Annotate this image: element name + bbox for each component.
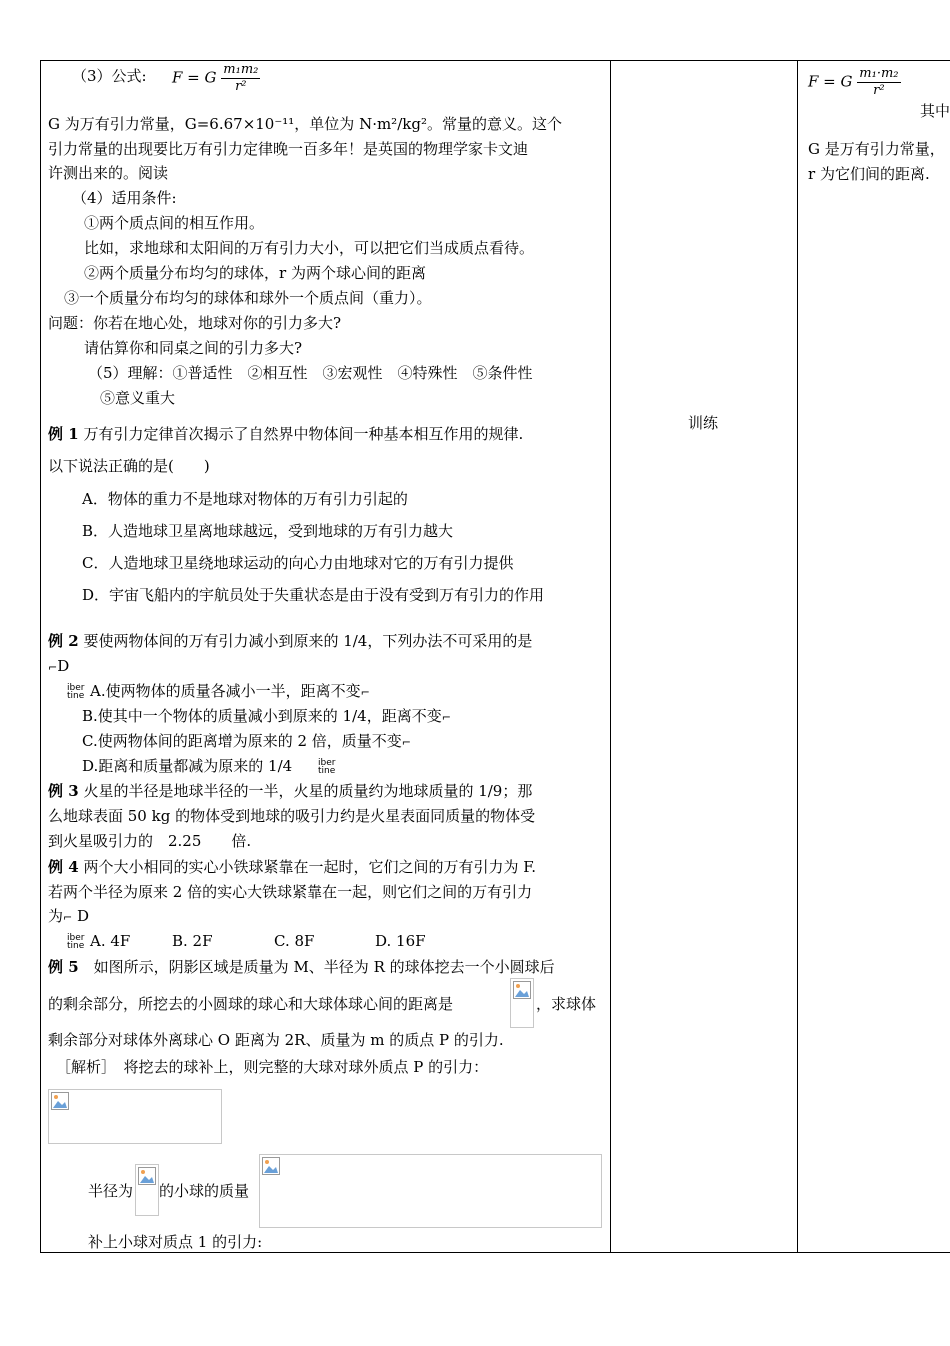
example-2-option-b: B.使其中一个物体的质量减小到原来的 1/4，距离不变⌐: [82, 707, 451, 725]
example-3-label: 例 3: [48, 782, 79, 800]
example-1-option-b: B．人造地球卫星离地球越远，受到地球的万有引力越大: [82, 522, 454, 540]
example-2-answer: D: [57, 657, 70, 675]
example-1-option-c: C．人造地球卫星绕地球运动的向心力由地球对它的万有引力提供: [82, 554, 514, 572]
example-4-option-a: A. 4F: [90, 932, 131, 950]
condition-3: ③一个质量分布均匀的球体和球外一个质点间（重力）。: [64, 289, 432, 307]
condition-2: ②两个质量分布均匀的球体，r 为两个球心间的距离: [84, 264, 426, 282]
example-5-line-3: 剩余部分对球体外离球心 O 距离为 2R、质量为 m 的质点 P 的引力.: [48, 1031, 504, 1049]
example-1-option-a: A．物体的重力不是地球对物体的万有引力引起的: [82, 490, 408, 508]
field-mark: iber tine: [67, 933, 85, 951]
g-constant-line-1: G 为万有引力常量，G=6.67×10⁻¹¹，单位为 N·m²/kg²。常量的意义。这个: [48, 115, 562, 133]
condition-1: ①两个质点间的相互作用。: [84, 214, 265, 232]
formula-fraction: [221, 62, 260, 95]
broken-image-icon: [138, 1167, 156, 1185]
understanding-line-2: ⑤意义重大: [100, 389, 176, 407]
condition-1-example: 比如，求地球和太阳间的万有引力大小，可以把它们当成质点看待。: [84, 239, 535, 257]
mass-image-placeholder: [259, 1154, 602, 1228]
radius-text-a: 半径为: [88, 1182, 134, 1200]
example-5-line-2a: 的剩余部分，所挖去的小圆球的球心和大球体球心间的距离是: [48, 995, 454, 1013]
right-line-1: G 是万有引力常量，: [808, 140, 945, 158]
example-2-answer-line: ⌐D: [48, 657, 70, 675]
field-mark: iber tine: [318, 758, 336, 776]
analysis-line: ［解析］ 将挖去的球补上，则完整的大球对球外质点 P 的引力：: [56, 1058, 489, 1076]
right-formula: F = G $\frac{\text{m₁·m₂}}{\text{r²}}$: [808, 66, 899, 98]
example-2-option-c: C.使两物体间的距离增为原来的 2 倍，质量不变⌐: [82, 732, 412, 750]
broken-image-icon: [51, 1092, 69, 1110]
conditions-heading: （4）适用条件:: [72, 189, 177, 207]
g-constant-line-2: 引力常量的出现要比万有引力定律晚一百多年！是英国的物理学家卡文迪: [48, 140, 529, 158]
formula-heading: （3）公式:: [72, 67, 147, 85]
example-1-line-2: 以下说法正确的是( ): [48, 457, 210, 475]
distance-image-placeholder: [510, 978, 534, 1028]
example-5-line-1: 例 5 如图所示，阴影区域是质量为 M、半径为 R 的球体挖去一个小圆球后: [48, 958, 555, 976]
radius-text-b: 的小球的质量: [159, 1182, 250, 1200]
right-suffix: 其中: [920, 102, 950, 120]
example-4-answer: D: [77, 907, 90, 925]
question-2: 请估算你和同桌之间的引力多大?: [84, 339, 303, 357]
right-formula-fraction: $\frac{\text{m₁·m₂}}{\text{r²}}$: [859, 66, 899, 98]
analysis-image-placeholder: [48, 1089, 222, 1144]
example-4-label: 例 4: [48, 858, 79, 876]
example-4-line-1: 例 4 两个大小相同的实心小铁球紧靠在一起时，它们之间的万有引力为 F.: [48, 858, 537, 876]
understanding-line-1: （5）理解：①普适性 ②相互性 ③宏观性 ④特殊性 ⑤条件性: [88, 364, 533, 382]
example-4-option-c: C. 8F: [274, 932, 315, 950]
right-line-2: r 为它们间的距离.: [808, 165, 930, 183]
supplement-line: 补上小球对质点 1 的引力:: [88, 1233, 263, 1251]
formula-numerator: m₁m₂: [223, 62, 259, 77]
example-1-line-1: 例 1 万有引力定律首次揭示了自然界中物体间一种基本相互作用的规律.: [48, 425, 524, 443]
example-3-line-3: 到火星吸引力的 2.25 倍.: [48, 832, 252, 850]
field-mark: iber tine: [67, 683, 85, 701]
question-1: 问题：你若在地心处，地球对你的引力多大?: [48, 314, 342, 332]
radius-image-placeholder: [135, 1164, 159, 1216]
example-3-line-1: 例 3 火星的半径是地球半径的一半，火星的质量约为地球质量的 1/9；那: [48, 782, 533, 800]
example-4-line-2: 若两个半径为原来 2 倍的实心大铁球紧靠在一起，则它们之间的万有引力: [48, 883, 533, 901]
example-4-line-3: 为⌐ D: [48, 907, 90, 925]
table-bottom-border: [40, 1252, 950, 1253]
example-2-line-1: 例 2 要使两物体间的万有引力减小到原来的 1/4，下列办法不可采用的是: [48, 632, 533, 650]
example-5-label: 例 5: [48, 958, 79, 976]
example-4-option-d: D. 16F: [375, 932, 426, 950]
broken-image-icon: [262, 1157, 280, 1175]
formula-lhs: F = G: [172, 68, 217, 87]
column-divider-1: [610, 60, 611, 1253]
table-top-border: [40, 60, 950, 61]
column-divider-2: [797, 60, 798, 1253]
example-2-option-a: A.使两物体的质量各减小一半，距离不变⌐: [90, 682, 370, 700]
example-2-option-d: D.距离和质量都减为原来的 1/4: [82, 757, 293, 775]
g-constant-line-3: 许测出来的。阅读: [48, 164, 169, 182]
example-1-label: 例 1: [48, 425, 79, 443]
table-left-border: [40, 60, 41, 1253]
gravitation-formula: [172, 62, 260, 95]
training-label: 训练: [688, 414, 719, 432]
broken-image-icon: [513, 981, 531, 999]
formula-denominator: r²: [235, 79, 247, 94]
example-3-line-2: 么地球表面 50 kg 的物体受到地球的吸引力约是火星表面同质量的物体受: [48, 807, 536, 825]
example-2-label: 例 2: [48, 632, 79, 650]
example-5-line-2b: ，求球体: [536, 995, 597, 1013]
example-4-option-b: B. 2F: [172, 932, 213, 950]
example-1-option-d: D．宇宙飞船内的宇航员处于失重状态是由于没有受到万有引力的作用: [82, 586, 545, 604]
